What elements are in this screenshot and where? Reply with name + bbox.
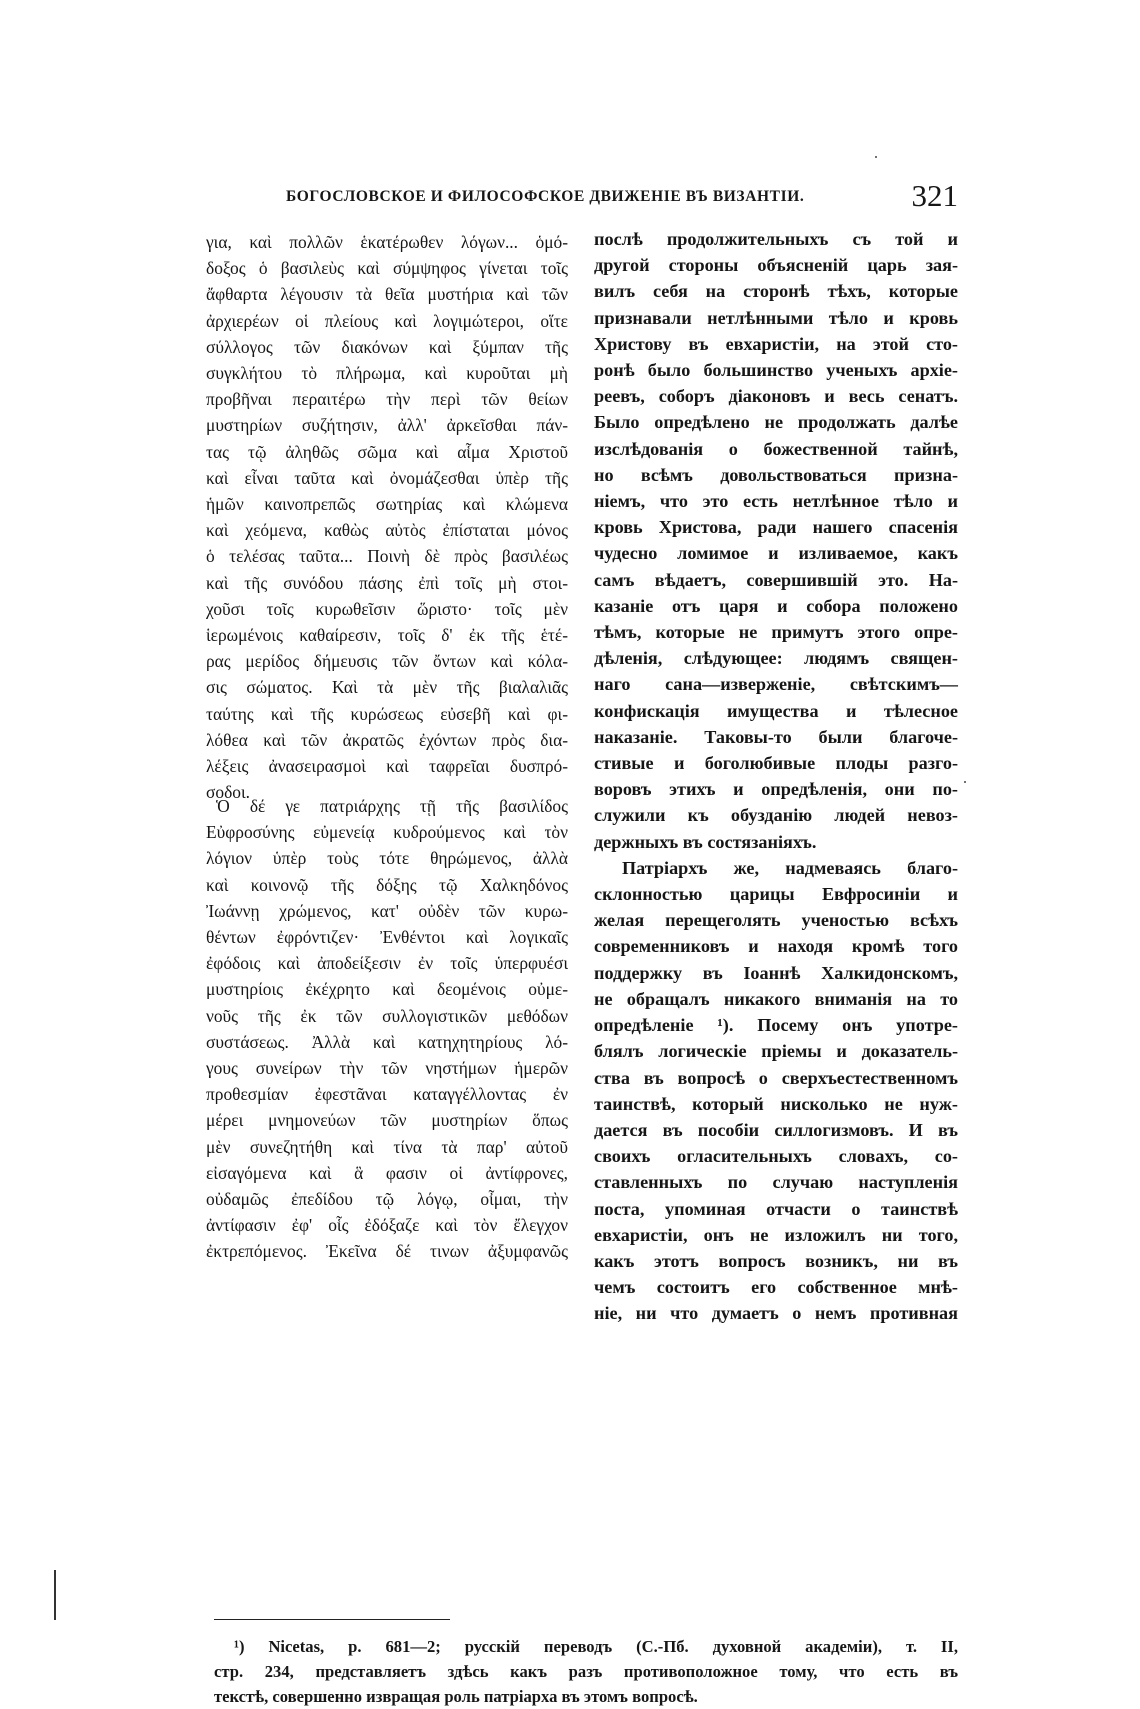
text-line: καὶ τῆς συνόδου πάσης ἐπὶ τοῖς μὴ στοι- [206,572,568,593]
text-line: дѣленія, слѣдующее: людямъ священ- [594,648,958,669]
margin-scan-mark [54,1570,56,1620]
text-line: Ἰωάννῃ χρώμενος, κατ' οὐδὲν τῶν κυρω- [206,900,568,921]
text-line: δοξος ὁ βασιλεὺς καὶ σύμψηφος γίνεται τοῖς [206,258,568,279]
text-line: какъ этотъ вопросъ возникъ, ни въ [594,1250,958,1271]
text-line: ἱερωμένοις καθαίρεσιν, τοῖς δ' ἐκ τῆς ἑτέ- [206,625,568,646]
footnote [214,1634,958,1709]
text-line: блялъ логическіе пріемы и доказатель- [594,1041,958,1062]
greek-quotation-block-1 [206,229,568,805]
text-line: ¹) Nicetas, p. 681—2; русскій переводъ (С.-Пб. духовной академіи), т. II, [234,1637,958,1656]
text-line: εἰσαγόμενα καὶ ἃ φασιν οἱ ἀντίφρονες, [206,1162,568,1183]
text-line: текстѣ, совершенно извращая роль патріарха въ этомъ вопросѣ. [214,1687,698,1706]
text-line: ронѣ было большинство ученыхъ архіе- [594,360,958,381]
text-line: желая перещеголять ученостью всѣхъ [594,910,958,931]
text-line: ἄφθαρτα λέγουσιν τὰ θεῖα μυστήρια καὶ τῶν [206,284,568,305]
text-line: καὶ κοινονῷ τῆς δόξης τῷ Χαλκηδόνος [206,874,568,895]
text-line: μὲν συνεζητήθη καὶ τίνα τὰ παρ' αὐτοῦ [206,1136,568,1157]
text-line: признавали нетлѣнными тѣло и кровь [594,307,958,328]
text-line: λόθεα καὶ τῶν ἀκρατῶς ἐχόντων πρὸς δια- [206,729,568,750]
text-line: другой стороны объясненій царь зая- [594,255,958,276]
text-line: Христову въ евхаристіи, на этой сто- [594,333,958,354]
text-line: σύλλογος τῶν διακόνων καὶ ξύμπαν τῆς [206,336,568,357]
text-line: μέρει μνημονεύων τῶν μυστηρίων ὅπως [206,1110,568,1131]
text-line: не обращалъ никакого вниманія на то [594,988,958,1009]
text-line: Было опредѣлено не продолжать далѣе [594,412,958,433]
text-line: συγκλήτου τὸ πλήρωμα, καὶ κυροῦται μὴ [206,363,568,384]
running-header [213,176,958,216]
text-line: ἡμῶν καινοπρεπῶς σωτηρίας καὶ κλώμενα [206,494,568,515]
text-line: наказаніе. Таковы-то были благоче- [594,726,958,747]
text-line: συστάσεως. Ἀλλὰ καὶ κατηχητηρίους λό- [206,1031,568,1052]
text-line: προβῆναι περαιτέρω τὴν περὶ τῶν θείων [206,389,568,410]
text-line: ρας μερίδος δήμευσις τῶν ὄντων καὶ κόλα- [206,651,568,672]
text-line: опредѣленіе ¹). Посему онъ употре- [594,1015,958,1036]
text-line: кровь Христова, ради нашего спасенія [594,517,958,538]
text-line: изслѣдованія о божественной тайнѣ, [594,438,958,459]
text-line: дается въ пособіи силлогизмовъ. И въ [594,1119,958,1140]
text-line: поддержку въ Іоаннѣ Халкидонскомъ, [594,962,958,983]
text-line: λόγιον ὑπὲρ τοὺς τότε θηρώμενος, ἀλλὰ [206,848,568,869]
text-line: ταύτης καὶ τῆς κυρώσεως εὐσεβῆ καὶ φι- [206,703,568,724]
russian-text-column [594,226,958,1327]
text-line: ἀντίφασιν ἐφ' οἷς ἐδόξαζε καὶ τὸν ἔλεγχον [206,1215,568,1236]
text-line: ὁ τελέσας ταῦτα... Ποινὴ δὲ πρὸς βασιλέως [206,546,568,567]
text-line: но всѣмъ довольствоваться призна- [594,464,958,485]
text-line: наго сана—изверженіе, свѣтскимъ— [594,674,958,695]
text-line: σοδοι. [206,782,250,803]
text-line: таинствѣ, который нисколько не нуж- [594,1093,958,1114]
scan-speck [875,156,877,158]
text-line: воровъ этихъ и опредѣленія, они по- [594,779,958,800]
text-line: ἐκτρεπόμενος. Ἐκεῖνα δέ τινων ἀξυμφανῶς [206,1241,568,1262]
text-line: стр. 234, представляетъ здѣсь какъ разъ противоположное тому, что есть въ [214,1662,958,1681]
text-line: своихъ огласительныхъ словахъ, со- [594,1146,958,1167]
text-line: προθεσμίαν ἐφεστᾶναι καταγγέλλοντας ἐν [206,1084,568,1105]
text-line: χοῦσι τοῖς κυρωθεῖσιν ὥριστο· τοῖς μὲν [206,598,568,619]
text-line: послѣ продолжительныхъ съ той и [594,229,958,249]
greek-quotation-block-2 [206,793,568,1265]
text-line: служили къ обузданію людей невоз- [594,805,958,826]
text-line: σις σώματος. Καὶ τὰ μὲν τῆς βιαλαλιᾶς [206,677,568,698]
text-line: λέξεις ἀνασειρασμοὶ καὶ ταφρεῖαι δυσπρό- [206,756,568,777]
text-line: реевъ, соборъ діаконовъ и весь сенатъ. [594,386,958,407]
footnote-divider [214,1619,450,1620]
text-line: ніе, ни что думаетъ о немъ противная [594,1303,958,1324]
page-number: 321 [911,178,958,213]
text-line: тѣмъ, которые не примутъ этого опре- [594,622,958,643]
text-line: ставленныхъ по случаю наступленія [594,1172,958,1193]
text-line: θέντων ἐφρόντιζεν· Ἐνθέντοι καὶ λογικαῖς [206,927,568,948]
text-line: Ὁ δέ γε πατριάρχης τῇ τῆς βασιλίδος [216,796,568,816]
text-line: γους συνείρων τὴν τῶν νηστήμων ἡμερῶν [206,1058,568,1079]
running-title: БОГОСЛОВСКОЕ И ФИЛОСОФСКОЕ ДВИЖЕНІЕ ВЪ ВИЗАНТІИ. [286,188,805,205]
text-line: конфискація имущества и тѣлесное [594,700,958,721]
text-line: вилъ себя на сторонѣ тѣхъ, которые [594,281,958,302]
text-line: современниковъ и находя кромѣ того [594,936,958,957]
text-line: евхаристіи, онъ не изложилъ ни того, [594,1224,958,1245]
text-line: самъ вѣдаетъ, совершившій это. На- [594,569,958,590]
text-line: τας τῷ ἀληθῶς σῶμα καὶ αἷμα Χριστοῦ [206,441,568,462]
text-line: Εὐφροσύνης εὐμενείᾳ κυδρούμενος καὶ τὸν [206,822,568,843]
text-line: οὐδαμῶς ἐπεδίδου τῷ λόγῳ, οἶμαι, τὴν [206,1189,568,1210]
text-line: μυστηρίων συζήτησιν, ἀλλ' ἀρκεῖσθαι πάν- [206,415,568,436]
text-line: чемъ состоитъ его собственное мнѣ- [594,1277,958,1298]
text-line: склонностью царицы Евфросиніи и [594,884,958,905]
text-line: για, καὶ πολλῶν ἑκατέρωθεν λόγων... ὁμό- [206,232,568,252]
scan-speck [964,781,966,783]
text-line: поста, упоминая отчасти о таинствѣ [594,1198,958,1219]
text-line: μυστηρίοις ἐκέχρητο καὶ δεομένοις οὐμε- [206,979,568,1000]
text-line: νοῦς τῆς ἐκ τῶν συλλογιστικῶν μεθόδων [206,1005,568,1026]
text-line: чудесно ломимое и изливаемое, какъ [594,543,958,564]
text-line: держныхъ въ состязаніяхъ. [594,831,817,852]
text-line: καὶ χεόμενα, καθὼς αὐτὸς ἐπίσταται μόνος [206,520,568,541]
text-line: ἐφόδοις καὶ ἀποδείξεσιν ἐν τοῖς ὑπερφυέσι [206,953,568,974]
text-line: ства въ вопросѣ о сверхъестественномъ [594,1067,958,1088]
text-line: казаніе отъ царя и собора положено [594,595,958,616]
text-line: ніемъ, что это есть нетлѣнное тѣло и [594,491,958,512]
text-line: стивые и боголюбивые плоды разго- [594,753,958,774]
text-line: ἀρχιερέων οἱ πλείους καὶ λογιμώτεροι, οἵτε [206,310,568,331]
text-line: καὶ εἶναι ταῦτα καὶ ὀνομάζεσθαι ὑπὲρ τῆς [206,467,568,488]
text-line: Патріархъ же, надмеваясь благо- [622,857,958,878]
